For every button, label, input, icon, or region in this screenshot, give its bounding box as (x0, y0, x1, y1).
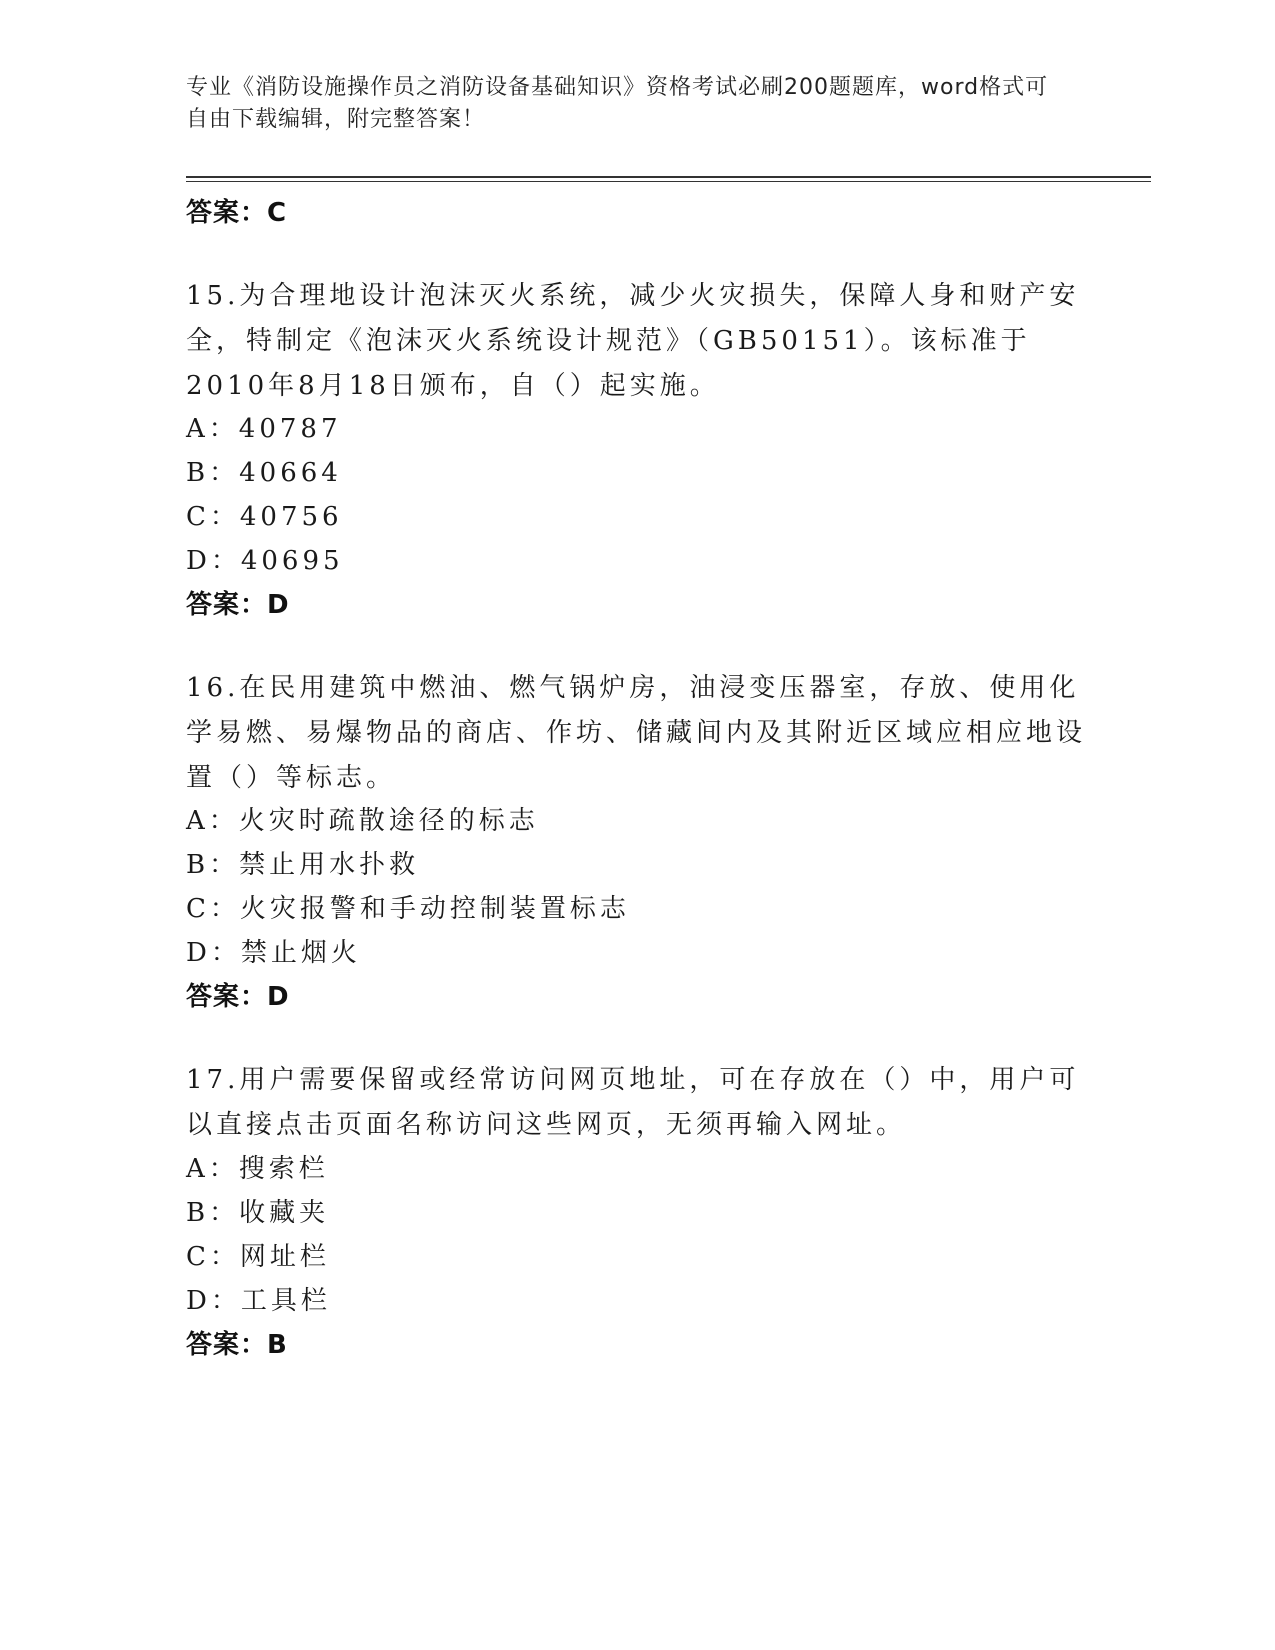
header-divider-thin (186, 181, 1151, 182)
question-17-answer: 答案：B (186, 1330, 288, 1360)
question-17-option-c: C：网址栏 (186, 1242, 330, 1272)
question-16-option-b: B：禁止用水扑救 (186, 850, 420, 880)
question-15-answer: 答案：D (186, 590, 290, 620)
question-16-option-d: D：禁止烟火 (186, 938, 361, 968)
question-16-answer: 答案：D (186, 982, 290, 1012)
question-15-option-a: A：40787 (186, 414, 342, 444)
header-divider-thick (186, 176, 1151, 178)
question-17-option-d: D：工具栏 (186, 1286, 331, 1316)
question-15-option-c: C：40756 (186, 502, 343, 532)
page-header: 专业《消防设施操作员之消防设备基础知识》资格考试必刷200题题库，word格式可自由下载编辑，附完整答案！ (186, 75, 1049, 132)
question-16-stem: 16.在民用建筑中燃油、燃气锅炉房，油浸变压器室，存放、使用化学易燃、易爆物品的商店、作坊、储藏间内及其附近区域应相应地设置（）等标志。 (186, 673, 1087, 793)
question-17-option-a: A：搜索栏 (186, 1154, 329, 1184)
question-15-option-d: D：40695 (186, 546, 344, 576)
question-17-stem: 17.用户需要保留或经常访问网页地址，可在存放在（）中，用户可以直接点击页面名称访问这些网页，无须再输入网址。 (186, 1065, 1080, 1140)
question-16-option-a: A：火灾时疏散途径的标志 (186, 806, 539, 836)
question-15-stem: 15.为合理地设计泡沫灭火系统，减少火灾损失，保障人身和财产安全，特制定《泡沫灭火系统设计规范》（GB50151）。该标准于2010年8月18日颁布，自（）起实施。 (186, 281, 1080, 401)
question-16-option-c: C：火灾报警和手动控制装置标志 (186, 894, 630, 924)
question-15-option-b: B：40664 (186, 458, 342, 488)
question-17-option-b: B：收藏夹 (186, 1198, 330, 1228)
previous-answer: 答案：C (186, 198, 288, 228)
